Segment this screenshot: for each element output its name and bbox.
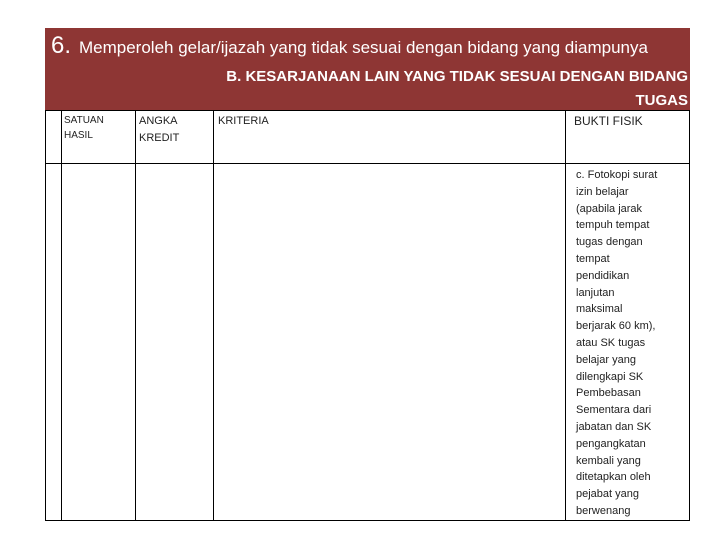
table-header-row — [46, 111, 690, 164]
item-number: 6. — [51, 32, 72, 59]
criteria-table — [45, 110, 690, 521]
cell-satuan-hasil — [62, 164, 136, 521]
col-kriteria-label: KRITERIA — [218, 115, 269, 127]
col-kriteria — [214, 111, 566, 164]
page-title: Memperoleh gelar/ijazah yang tidak sesuai dengan bidang yang diampunya — [79, 38, 648, 57]
cell-bukti-fisik — [566, 164, 690, 521]
bukti-fisik-text: c. Fotokopi surat izin belajar (apabila jarak tempuh tempat tugas dengan tempat pendidikan lanjutan maksimal berjarak 60 km), atau SK tugas belajar yang dilengkapi SK Pembebasan Sementara dari jabatan dan SK pengangkatan kembali yang ditetapkan oleh pejabat yang berwenang — [576, 169, 658, 517]
col-satuan-hasil — [62, 111, 136, 164]
margin-cell — [46, 111, 62, 164]
col-angka-kredit-label: ANGKA KREDIT — [139, 115, 180, 144]
col-bukti-fisik-label: BUKTI FISIK — [574, 114, 643, 128]
col-satuan-hasil-label: SATUAN HASIL — [64, 115, 104, 141]
col-bukti-fisik — [566, 111, 690, 164]
col-angka-kredit — [136, 111, 214, 164]
section-subtitle: B. KESARJANAAN LAIN YANG TIDAK SESUAI DENGAN BIDANG TUGAS — [226, 68, 688, 109]
margin-cell — [46, 164, 62, 521]
cell-kriteria — [214, 164, 566, 521]
slide-header — [45, 28, 690, 110]
table-row — [46, 164, 690, 521]
cell-angka-kredit — [136, 164, 214, 521]
